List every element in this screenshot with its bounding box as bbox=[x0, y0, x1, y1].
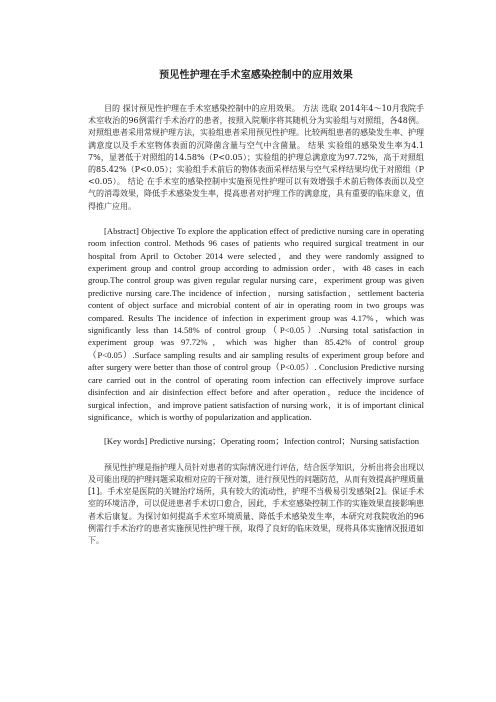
paper-title: 预见性护理在手术室感染控制中的应用效果 bbox=[159, 70, 353, 81]
keywords-english: [Key words] Predictive nursing；Operating room；Infection control；Nursing satisfaction bbox=[104, 436, 420, 447]
introduction-paragraph: 预见性护理是指护理人员针对患者的实际情况进行评估，结合医学知识，分析出将会出现以及可能出现的护理问题采取相对应的干预对策，进行预见性的问题防范，从而有效提高护理质量[1]。手术室是医院的关键治疗场所，具有较大的流动性，护理不当极易引发感染[2]。保证手术室的环境洁净，可以促进患者手术切口愈合，因此，手术室感染控制工作的实施效果直接影响患者术后康复。为探讨如何提高手术室环境质量、降低手术感染发生率，本研究对我院收治的96例需行手术治疗的患者实施预见性护理干预，取得了良好的临床效果，现将具体实施情况报道如下。 bbox=[88, 462, 424, 545]
abstract-chinese: 目的 探讨预见性护理在手术室感染控制中的应用效果。 方法 选取 2014年4～10月我院手术室收治的96例需行手术治疗的患者，按照入院顺序将其随机分为实验组与对照组，各48例。对照组患者采用常规护理方法，实验组患者采用预见性护理。比较两组患者的感染发生率、护理满意度以及手术室物体表面的沉降菌含量与空气中含菌量。 结果 实验组的感染发生率为4.17%，显著低于对照组的14.58%（P<0.05）；实验组的护理总满意度为97.72%，高于对照组的85.42%（P<0.05）；实验组手术前后的物体表面采样结果与空气采样结果均优于对照组（P<0.05）。 结论 在手术室的感染控制中实施预见性护理可以有效增强手术前后物体表面以及空气的消毒效果，降低手术感染发生率，提高患者对护理工作的满意度，具有重要的临床意义，值得推广应用。 bbox=[88, 104, 424, 211]
abstract-english: [Abstract] Objective To explore the application effect of predictive nursing care in operating room infection control. Methods 96 cases of patients who required surgical treatment in our hospital from April to October 2014 were selected，and they were randomly assigned to experiment group and control group according to admission order，with 48 cases in each group.The control group was given regular regular nursing care，experiment group was given predictive nursing care.The incidence of infection，nursing satisfaction，settlement bacteria content of object surface and microbial content of air in operating room in two groups was compared. Results The incidence of infection in experiment group was 4.17%，which was significantly less than 14.58% of control group（P<0.05）.Nursing total satisfaction in experiment group was 97.72%，which was higher than 85.42% of control group（P<0.05）.Surface sampling results and air sampling results of experiment group before and after surgery were better than those of control group（P<0.05）. Conclusion Predictive nursing care carried out in the control of operating room infection can effectively improve surface disinfection and air disinfection effect before and after operation，reduce the incidence of surgical infection，and improve patient satisfaction of nursing work，it is of important clinical significance，which is worthy of popularization and application. bbox=[88, 225, 424, 422]
